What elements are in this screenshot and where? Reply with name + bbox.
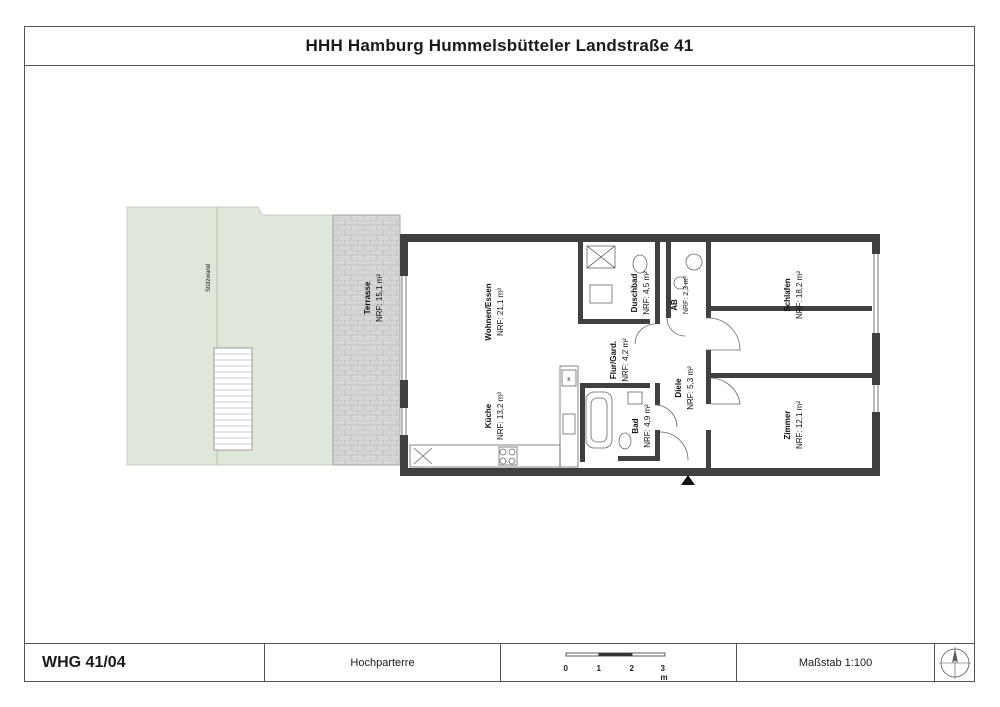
scale-tick-1: 1 [596, 664, 601, 673]
floor-name: Hochparterre [350, 657, 415, 669]
entrance-marker-icon [681, 475, 695, 485]
title-block [24, 643, 975, 682]
unit-cell [24, 644, 265, 682]
room-area: NRF: 18,2 m² [795, 270, 804, 320]
kitchen-counter [410, 366, 578, 467]
wall-label: Stützwand [206, 263, 212, 293]
room-label-schlafen [783, 271, 804, 319]
room-area: NRF: 4,5 m² [642, 271, 651, 315]
room-name: Bad [631, 418, 640, 434]
kitchen-label: K [567, 377, 571, 383]
north-arrow-icon [938, 646, 972, 680]
scale-bar-cell [501, 644, 737, 682]
room-label-flur [609, 338, 630, 382]
room-name: Terrasse [363, 281, 372, 315]
room-name: AB [670, 299, 679, 311]
room-area: NRF: 15,1 m² [375, 273, 384, 323]
room-label-diele [674, 366, 695, 410]
scale-label: Maßstab 1:100 [798, 657, 873, 669]
room-name: Zimmer [783, 410, 792, 440]
room-area: NRF: 5,3 m² [686, 366, 695, 410]
room-label-ab-area [683, 275, 690, 314]
scale-cell [737, 644, 935, 682]
room-name: Küche [484, 403, 493, 429]
room-label-bad [631, 404, 652, 448]
room-label-zimmer [783, 401, 804, 449]
terrace-paving [333, 215, 400, 465]
room-name: Schlafen [783, 278, 792, 312]
room-label-ab [670, 299, 679, 311]
room-label-duschbad [630, 271, 651, 315]
room-name: Duschbad [630, 273, 639, 313]
room-area: NRF: 4,9 m² [643, 404, 652, 448]
unit-number: WHG 41/04 [42, 654, 126, 671]
scale-tick-0: 0 [563, 664, 568, 673]
scale-bar-graphic [564, 650, 674, 664]
north-cell [935, 644, 975, 682]
room-area: NRF: 2,3 m² [683, 275, 690, 315]
room-label-wohnen [484, 283, 505, 340]
room-label-kueche [484, 392, 505, 440]
page-title: HHH Hamburg Hummelsbütteler Landstraße 41 [305, 35, 694, 55]
garden-steps [214, 348, 252, 450]
exterior-walls [400, 234, 880, 476]
scale-bar [563, 650, 674, 682]
room-name: Wohnen/Essen [484, 283, 493, 341]
scale-tick-3: 3 m [660, 664, 668, 682]
room-area: NRF: 13,2 m² [496, 391, 505, 441]
room-area: NRF: 4,2 m² [621, 338, 630, 382]
room-area: NRF: 21,1 m² [496, 287, 505, 337]
room-name: Diele [674, 378, 683, 398]
windows [402, 254, 878, 435]
room-area: NRF: 12,1 m² [795, 400, 804, 450]
floor-cell [265, 644, 501, 682]
room-name: Flur/Gard. [609, 340, 618, 380]
scale-tick-2: 2 [629, 664, 634, 673]
